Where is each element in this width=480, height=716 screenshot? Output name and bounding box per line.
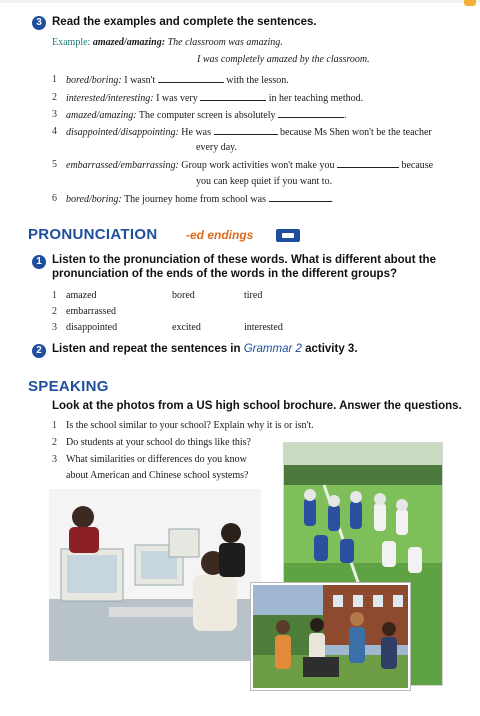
- item-text-a: Group work activities won't make you: [181, 160, 335, 171]
- audio-cd-icon[interactable]: [276, 229, 300, 242]
- row-number: 3: [52, 322, 57, 333]
- example-line-2: [197, 54, 370, 65]
- grammar-reference-link[interactable]: Grammar 2: [243, 343, 302, 355]
- item-continuation: you can keep quiet if you want to.: [196, 176, 333, 187]
- example-sentence-1: The classroom was amazing.: [167, 37, 283, 48]
- section-subtitle: -ed endings: [186, 228, 254, 242]
- instruction-text-a: Listen and repeat the sentences in: [52, 343, 241, 355]
- item-text-b: .: [330, 194, 333, 205]
- item-text-a: The journey home from school was: [124, 194, 266, 205]
- item-text-a: I wasn't: [124, 75, 156, 86]
- list-item: [66, 193, 333, 205]
- item-text-a: The computer screen is absolutely: [138, 110, 276, 121]
- answer-blank[interactable]: [200, 92, 266, 101]
- top-edge: [0, 0, 480, 3]
- instruction-text-b: activity 3.: [305, 343, 358, 355]
- item-text-b: because: [401, 160, 434, 171]
- question-number: 1: [52, 420, 57, 431]
- question-number: 2: [52, 437, 57, 448]
- question-text: What similarities or differences do you know: [66, 454, 247, 465]
- word-cell: tired: [244, 290, 263, 301]
- item-text-b: in her teaching method.: [268, 93, 364, 104]
- list-item: [66, 92, 363, 104]
- speaking-instruction: Look at the photos from a US high school brochure. Answer the questions.: [52, 400, 462, 412]
- outdoor-group-photo: [251, 583, 410, 690]
- example-label: Example:: [52, 37, 91, 48]
- answer-blank[interactable]: [269, 193, 331, 202]
- item-number: 4: [52, 126, 57, 137]
- item-text-a: He was: [181, 127, 211, 138]
- word-cell: excited: [172, 322, 201, 333]
- exercise-number-badge: 2: [32, 344, 46, 358]
- exercise-number-badge: 3: [32, 16, 46, 30]
- question-number: 3: [52, 454, 57, 465]
- example-line-1: [52, 37, 283, 48]
- list-item: [66, 159, 433, 171]
- item-number: 5: [52, 159, 57, 170]
- list-item: [66, 74, 289, 86]
- word-cell: interested: [244, 322, 283, 333]
- item-words: bored/boring:: [66, 75, 122, 86]
- row-number: 1: [52, 290, 57, 301]
- example-words: amazed/amazing:: [92, 37, 166, 48]
- item-words: disappointed/disappointing:: [66, 127, 179, 138]
- item-number: 1: [52, 74, 57, 85]
- answer-blank[interactable]: [278, 109, 344, 118]
- item-text-b: .: [344, 110, 347, 121]
- list-item: [66, 109, 347, 121]
- item-words: interested/interesting:: [66, 93, 154, 104]
- word-cell: bored: [172, 290, 195, 301]
- section-title-speaking: SPEAKING: [28, 378, 109, 395]
- item-text-b: with the lesson.: [226, 75, 289, 86]
- word-cell: disappointed: [66, 322, 118, 333]
- section-title-pronunciation: PRONUNCIATION: [28, 226, 158, 243]
- item-words: amazed/amazing:: [66, 110, 137, 121]
- computer-lab-photo: [49, 489, 261, 661]
- answer-blank[interactable]: [158, 74, 224, 83]
- item-words: bored/boring:: [66, 194, 122, 205]
- item-number: 3: [52, 109, 57, 120]
- item-text-b: because Ms Shen won't be the teacher: [280, 127, 432, 138]
- question-text-continued: about American and Chinese school systems?: [66, 470, 249, 481]
- item-number: 2: [52, 92, 57, 103]
- exercise-instruction: Read the examples and complete the sentences.: [52, 16, 317, 28]
- question-text: Do students at your school do things like this?: [66, 437, 251, 448]
- row-number: 2: [52, 306, 57, 317]
- item-text-a: I was very: [156, 93, 198, 104]
- exercise-instruction: [52, 343, 358, 355]
- word-cell: amazed: [66, 290, 97, 301]
- question-text: Is the school similar to your school? Explain why it is or isn't.: [66, 420, 314, 431]
- item-words: embarrassed/embarrassing:: [66, 160, 179, 171]
- item-number: 6: [52, 193, 57, 204]
- answer-blank[interactable]: [214, 126, 278, 135]
- item-continuation: every day.: [196, 142, 237, 153]
- exercise-instruction-line-2: pronunciation of the ends of the words in the different groups?: [52, 268, 397, 280]
- example-sentence-2: I was completely amazed by the classroom.: [197, 54, 370, 65]
- answer-blank[interactable]: [337, 159, 399, 168]
- word-cell: embarrassed: [66, 306, 116, 317]
- page-tab-marker: [464, 0, 476, 6]
- list-item: [66, 126, 432, 138]
- exercise-number-badge: 1: [32, 255, 46, 269]
- exercise-instruction-line-1: Listen to the pronunciation of these words. What is different about the: [52, 254, 436, 266]
